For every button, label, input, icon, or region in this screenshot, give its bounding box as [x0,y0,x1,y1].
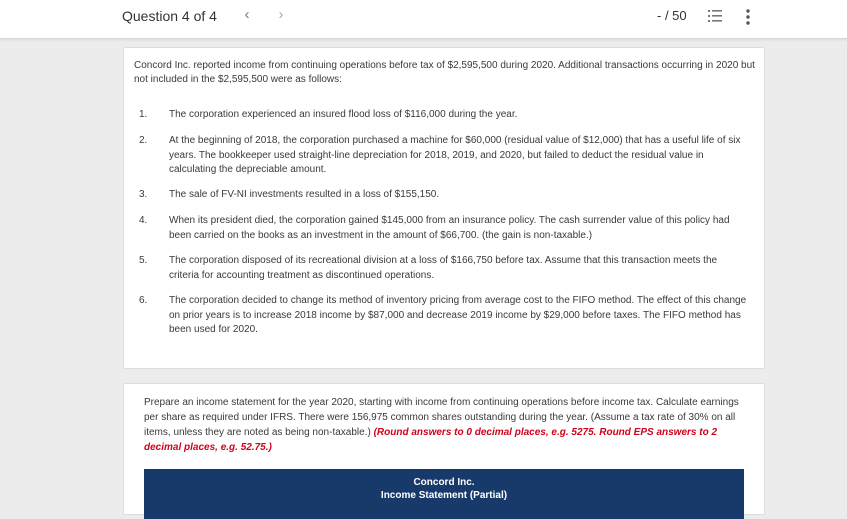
item-number: 4. [139,215,148,226]
statement-header [144,469,744,519]
problem-intro: Concord Inc. reported income from continuing operations before tax of $2,595,500 during 2020. Additional transactions occurring in 2020 but not included in the $2,595,500 were as follows: [134,60,755,85]
item-text: When its president died, the corporation gained $145,000 from an insurance policy. The cash surrender value of this policy had been carried on the books as an investment in the amount of $66,700. (the gain is non-taxable.) [169,215,730,241]
item-text: The corporation experienced an insured flood loss of $116,000 during the year. [169,109,518,120]
more-vertical-icon[interactable] [741,8,755,26]
chevron-left-icon[interactable]: ‹ [244,6,250,23]
item-text: The corporation disposed of its recreational division at a loss of $166,750 before tax. Assume that this transaction meets the criteria for accounting treatment as discontinued operations. [169,255,718,281]
task-prompt [144,395,744,455]
item-number: 3. [139,189,148,200]
top-bar [0,0,847,39]
statement-company: Concord Inc. [413,477,475,488]
rounding-note: (Round answers to 0 decimal places, e.g. 5275. Round EPS answers to 2 decimal places, e.g. 52.75.) [144,427,718,453]
task-prompt-text: Prepare an income statement for the year 2020, starting with income from continuing operations before income tax. Calculate earnings per share as required under IFRS. There were 156,975 common shares outstanding during the year. (Assume a tax rate of 30% on all items, unless they are noted as being non-taxable.) [144,397,739,438]
list-icon[interactable] [707,8,723,24]
problem-card [123,47,765,369]
item-number: 1. [139,109,148,120]
answer-card [123,383,765,515]
score-display: - / 50 [657,8,687,23]
item-text: The corporation decided to change its method of inventory pricing from average cost to the FIFO method. The effect of this change on prior years is to increase 2018 income by $87,000 and decrease 2019 income by $29,000 before taxes. The FIFO method has been used for 2020. [169,295,747,335]
chevron-right-icon[interactable]: › [278,6,284,23]
item-number: 5. [139,255,148,266]
statement-title: Income Statement (Partial) [380,490,508,501]
item-text: The sale of FV-NI investments resulted in a loss of $155,150. [169,189,440,200]
item-number: 2. [139,135,148,146]
item-text: At the beginning of 2018, the corporation purchased a machine for $60,000 (residual value of $12,000) that has a useful life of six years. The bookkeeper used straight-line depreciation for 2018, 2019, and 2020, but failed to deduct the residual value in calculating the depreciable amount. [169,135,741,175]
item-number: 6. [139,295,148,306]
question-label: Question 4 of 4 [122,8,217,24]
